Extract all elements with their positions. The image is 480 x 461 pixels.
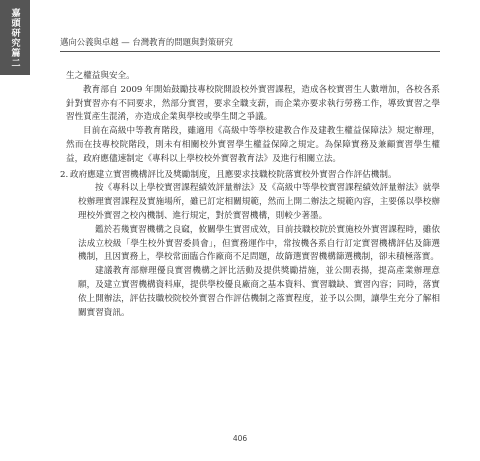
page-body bbox=[60, 70, 440, 320]
item-title: 政府應建立實習機構評比及獎勵制度，且應要求技職校院落實校外實習合作評估機制。 bbox=[70, 169, 397, 180]
page-number: 406 bbox=[232, 434, 248, 443]
paragraph: 建議教育部辦理優良實習機構之評比活動及提供獎勵措施，並公開表揚，提高產業辦理意願，及建立實習機構資料庫，提供學校優良廠商之基本資料、實習職缺、實習內容；同時，落實依上開辦法，評估技職校院校外實習合作評估機制之落實程度，並予以公開，讓學生充分了解相關實習資訊。 bbox=[78, 266, 440, 318]
item-body bbox=[72, 182, 440, 320]
running-header: 邁向公義與卓越 — 台灣教育的問題與對策研究 bbox=[60, 36, 440, 52]
numbered-item bbox=[60, 169, 440, 183]
paragraph: 鑑於若幾實習機構之良窳，攸關學生實習成效，目前技職校院於實施校外實習課程時，雖依法成立校級「學生校外實習委員會」，但實務運作中，常按機各系自行訂定實習機構評估及篩選機制，且因實務上，學校常面臨合作廠商不足問題，故篩選實習機構篩選機制，卻未積極落實。 bbox=[78, 224, 440, 263]
item-number: 2. bbox=[60, 169, 69, 180]
section-tab-label: 嘉頭研究篇二 bbox=[9, 7, 20, 68]
paragraph: 教育部自 2009 年開始鼓勵技專校院開設校外實習課程，造成各校實習生人數增加，各校各系針對實習亦有不同要求，然部分實習，要求全職支薪，而企業亦要求執行勞務工作，導致實習之學習性質產生混淆，亦造成企業與學校或學生間之爭議。 bbox=[66, 84, 440, 123]
paragraph: 目前在高級中等教育階段，雖適用《高級中等學校建教合作及建教生權益保障法》規定辦理，然而在技專校院階段，則未有相關校外實習學生權益保障之規定。為保障實務及兼顧實習學生權益，政府應儘速制定《專科以上學校校外實習教育法》及進行相關立法。 bbox=[66, 126, 440, 164]
paragraph: 生之權益與安全。 bbox=[66, 71, 135, 81]
section-tab bbox=[0, 0, 30, 75]
paragraph: 按《專科以上學校實習課程績效評量辦法》及《高級中等學校實習課程績效評量辦法》就學校辦理實習課程及實施場所，雖已訂定相關規範，然而上開二辦法之規範內容，主要係以學校辦理校外實習之校內機制、進行規定，對於實習機構，則較少著墨。 bbox=[78, 183, 440, 221]
